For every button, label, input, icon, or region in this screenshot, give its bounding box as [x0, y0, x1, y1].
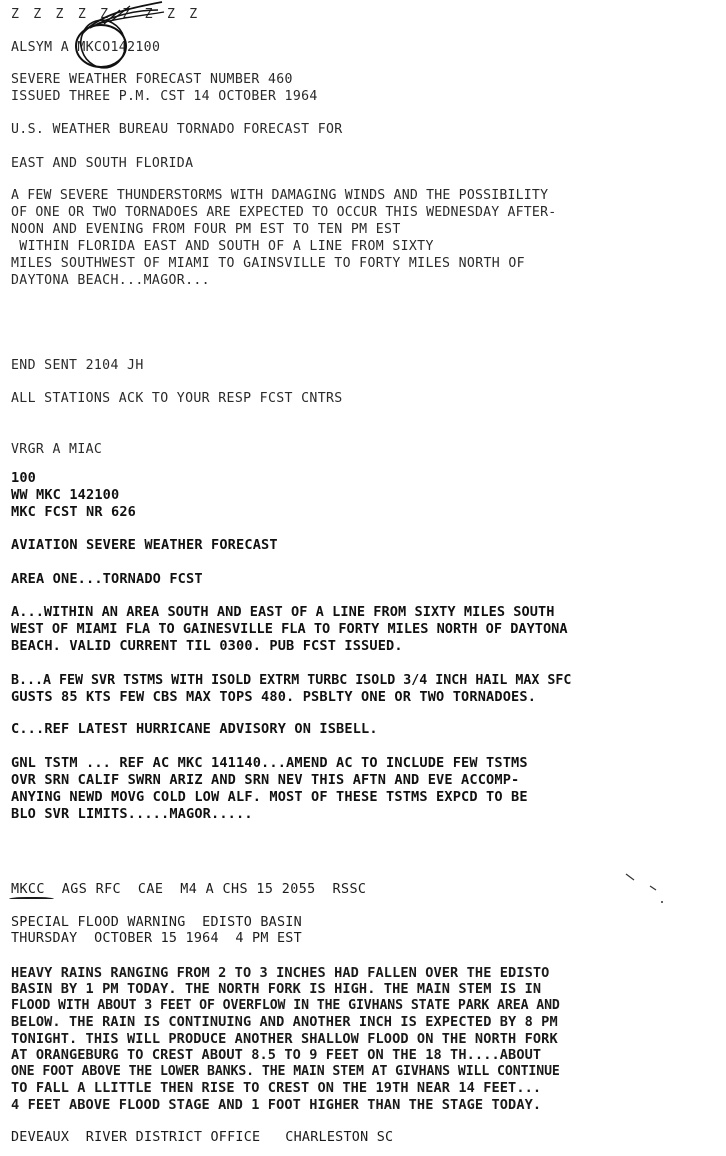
msg3-line-3: THURSDAY OCTOBER 15 1964 4 PM EST [11, 931, 302, 946]
msg1-line-4: EAST AND SOUTH FLORIDA [11, 156, 194, 171]
msg2-line-13: OVR SRN CALIF SWRN ARIZ AND SRN NEV THIS AFTN AND EVE ACCOMP- [11, 772, 520, 788]
msg2-line-3: MKC FCST NR 626 [11, 504, 137, 520]
msg2-line-14: ANYING NEWD MOVG COLD LOW ALF. MOST OF THESE TSTMS EXPCD TO BE [11, 789, 528, 805]
handwritten-underline [9, 897, 54, 902]
msg2-line-11: C...REF LATEST HURRICANE ADVISORY ON ISBELL. [11, 721, 378, 737]
msg2-line-12: GNL TSTM ... REF AC MKC 141140...AMEND AC TO INCLUDE FEW TSTMS [11, 755, 528, 771]
msg1-line-7: NOON AND EVENING FROM FOUR PM EST TO TEN PM EST [11, 222, 401, 237]
msg3-line-8: TONIGHT. THIS WILL PRODUCE ANOTHER SHALLOW FLOOD ON THE NORTH FORK [11, 1031, 558, 1047]
msg1-line-2: ISSUED THREE P.M. CST 14 OCTOBER 1964 [11, 89, 318, 104]
msg2-line-4: AVIATION SEVERE WEATHER FORECAST [11, 537, 278, 553]
alsym-line [11, 39, 160, 56]
msg2-line-6: A...WITHIN AN AREA SOUTH AND EAST OF A LINE FROM SIXTY MILES SOUTH [11, 604, 555, 620]
msg3-line-7: BELOW. THE RAIN IS CONTINUING AND ANOTHER INCH IS EXPECTED BY 8 PM [11, 1014, 558, 1030]
msg3-signoff-line: DEVEAUX RIVER DISTRICT OFFICE CHARLESTON SC [11, 1130, 394, 1145]
msg1-line-6: OF ONE OR TWO TORNADOES ARE EXPECTED TO OCCUR THIS WEDNESDAY AFTER- [11, 205, 557, 220]
vrgr-line: VRGR A MIAC [11, 442, 103, 457]
z-line: Z Z Z Z Z Z Z Z Z [11, 7, 201, 22]
msg1-line-8: WITHIN FLORIDA EAST AND SOUTH OF A LINE FROM SIXTY [11, 239, 434, 254]
msg2-line-7: WEST OF MIAMI FLA TO GAINESVILLE FLA TO FORTY MILES NORTH OF DAYTONA [11, 621, 568, 637]
end-sent-line: END SENT 2104 JH [11, 358, 144, 373]
msg3-line-12: 4 FEET ABOVE FLOOD STAGE AND 1 FOOT HIGHER THAN THE STAGE TODAY. [11, 1097, 542, 1113]
msg3-routing-line: MKCC AGS RFC CAE M4 A CHS 15 2055 RSSC [11, 882, 367, 897]
msg3-line-4: HEAVY RAINS RANGING FROM 2 TO 3 INCHES HAD FALLEN OVER THE EDISTO [11, 965, 550, 981]
msg2-line-1: 100 [11, 470, 37, 486]
msg2-line-10: GUSTS 85 KTS FEW CBS MAX TOPS 480. PSBLTY ONE OR TWO TORNADOES. [11, 689, 537, 705]
msg1-line-1: SEVERE WEATHER FORECAST NUMBER 460 [11, 72, 293, 87]
msg2-line-9: B...A FEW SVR TSTMS WITH ISOLD EXTRM TURBC ISOLD 3/4 INCH HAIL MAX SFC [11, 673, 572, 688]
msg2-line-5: AREA ONE...TORNADO FCST [11, 571, 203, 587]
msg3-line-2: SPECIAL FLOOD WARNING EDISTO BASIN [11, 915, 302, 930]
msg3-line-10: ONE FOOT ABOVE THE LOWER BANKS. THE MAIN STEM AT GIVHANS WILL CONTINUE [11, 1064, 560, 1079]
msg2-line-8: BEACH. VALID CURRENT TIL 0300. PUB FCST ISSUED. [11, 638, 403, 654]
msg1-line-3: U.S. WEATHER BUREAU TORNADO FORECAST FOR [11, 122, 343, 137]
msg2-line-15: BLO SVR LIMITS.....MAGOR..... [11, 806, 253, 822]
alsym-station: MKCO [77, 40, 111, 55]
msg3-line-5: BASIN BY 1 PM TODAY. THE NORTH FORK IS HIGH. THE MAIN STEM IS IN [11, 981, 542, 997]
msg3-line-6: FLOOD WITH ABOUT 3 FEET OF OVERFLOW IN THE GIVHANS STATE PARK AREA AND [11, 998, 560, 1013]
alsym-time: 142100 [110, 40, 161, 55]
msg3-line-9: AT ORANGEBURG TO CREST ABOUT 8.5 TO 9 FEET ON THE 18 TH....ABOUT [11, 1047, 542, 1063]
alsym-prefix: ALSYM A [11, 40, 78, 55]
msg3-line-11: TO FALL A LLITTLE THEN RISE TO CREST ON THE 19TH NEAR 14 FEET... [11, 1080, 542, 1096]
msg1-line-5: A FEW SEVERE THUNDERSTORMS WITH DAMAGING WINDS AND THE POSSIBILITY [11, 188, 549, 203]
stray-pen-mark [620, 868, 670, 908]
all-stations-line: ALL STATIONS ACK TO YOUR RESP FCST CNTRS [11, 391, 343, 406]
msg1-line-9: MILES SOUTHWEST OF MIAMI TO GAINSVILLE TO FORTY MILES NORTH OF [11, 256, 525, 271]
msg2-line-2: WW MKC 142100 [11, 487, 120, 503]
msg1-line-10: DAYTONA BEACH...MAGOR... [11, 273, 210, 288]
